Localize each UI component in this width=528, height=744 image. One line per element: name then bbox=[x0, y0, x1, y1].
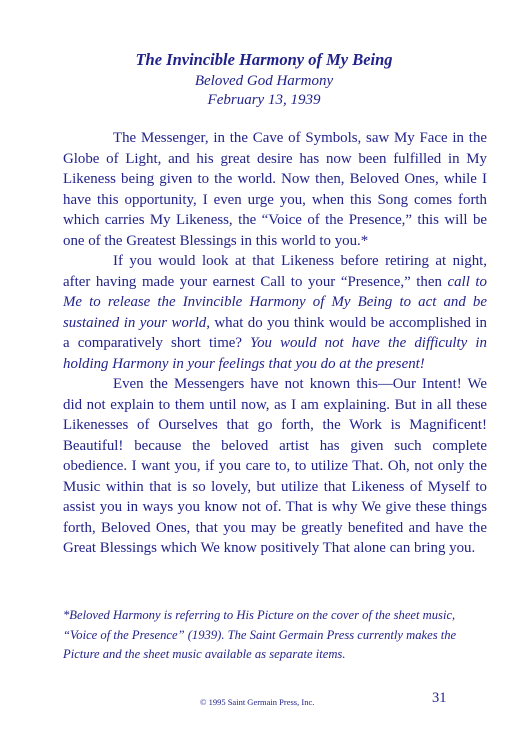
paragraph-text: what do you think would be accomplished in a comparatively short time? bbox=[63, 314, 487, 351]
discourse-speaker: Beloved God Harmony bbox=[194, 73, 334, 89]
body-paragraph bbox=[63, 128, 487, 251]
paragraph-text: Even the Messengers have not known this—Our Intent! We did not explain to them until now, as I am explaining. But in all these Likenesses of Ourselves that go forth, the Work is Magnificent! Beautiful! because the beloved artist has given such complete obedience. I want you, if you care to, to utilize That. Oh, not only the Music within that is so lovely, but utilize that Likeness of Myself to assist you in ways you know not of. That is why We give these things forth, Beloved Ones, that you may be greatly benefited and have the Great Blessings which We know positively That alone can bring you. bbox=[63, 376, 487, 556]
emphasized-text: You would not have the difficulty in holding Harmony in your feelings that you do at the present! bbox=[63, 335, 488, 372]
body-paragraph bbox=[63, 374, 487, 559]
page-number: 31 bbox=[432, 690, 447, 706]
emphasized-text: call to Me to release the Invincible Harmony of My Being to act and be sustained in your world, bbox=[63, 273, 487, 331]
footnote: *Beloved Harmony is referring to His Picture on the cover of the sheet music, “Voice of the Presence” (1939). The Saint Germain Press currently makes the Picture and the sheet music available as separate items. bbox=[63, 608, 457, 661]
discourse-title: The Invincible Harmony of My Being bbox=[135, 50, 393, 69]
copyright-notice: © 1995 Saint Germain Press, Inc. bbox=[200, 697, 315, 707]
body-paragraph bbox=[63, 251, 487, 374]
paragraph-text: If you would look at that Likeness before retiring at night, after having made your earnest Call to your “Presence,” then bbox=[63, 253, 487, 290]
discourse-date: February 13, 1939 bbox=[207, 92, 321, 108]
discourse-body bbox=[63, 128, 487, 559]
paragraph-text: The Messenger, in the Cave of Symbols, saw My Face in the Globe of Light, and his great desire has now been fulfilled in My Likeness being given to the world. Now then, Beloved Ones, while I have this opportunity, I even urge you, when this Song comes forth which carries My Likeness, the “Voice of the Presence,” this will be one of the Greatest Blessings in this world to you.* bbox=[63, 130, 487, 249]
